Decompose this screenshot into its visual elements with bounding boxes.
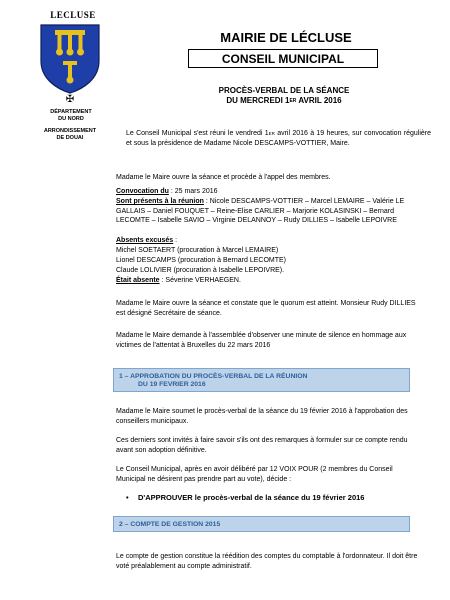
section-heading-1: 1 – APPROBATION DU PROCÈS-VERBAL DE LA RÉUNION DU 19 FEVRIER 2016 bbox=[113, 368, 410, 392]
coat-of-arms-icon bbox=[33, 21, 107, 95]
paragraph-minute-silence: Madame le Maire demande à l'assemblée d'observer une minute de silence en hommage aux victimes de l'attentat à Bruxelles du 22 mars 2016 bbox=[116, 332, 407, 349]
paragraph-gestion: Le compte de gestion constitue la réédition des comptes du comptable à l'ordonnateur. Il doit être voté préalablement au compte administratif. bbox=[116, 553, 418, 570]
paragraph-invites: Ces derniers sont invités à faire savoir s'ils ont des remarques à formuler sur ce compte rendu avant son adoption définitive. bbox=[116, 437, 408, 454]
paragraph-delibere: Le Conseil Municipal, après en avoir délibéré par 12 VOIX POUR (2 membres du Conseil Municipal ne désirent pas prendre part au vote), décide : bbox=[116, 466, 393, 483]
presents-paragraph: Sont présents à la réunion : Nicole DESCAMPS-VOTTIER – Marcel LEMAIRE – Valérie LE GALLAIS – Daniel FOUQUET – Reine-Elise CARLIER – Marjorie KOLASINSKI – Bernard LECOMTE – Isabelle SAVIO – Virginie DELANNOY – Rudy DILLIES – Isabelle LEPOIVRE bbox=[116, 198, 405, 224]
absents-label: Absents excusés : bbox=[116, 237, 178, 244]
departement-label: DÉPARTEMENT DU NORD bbox=[50, 109, 92, 122]
cross-icon: ✠ bbox=[65, 94, 75, 105]
paragraph-soumet: Madame le Maire soumet le procès-verbal de la séance du 19 février 2016 à l'approbation des conseillers municipaux. bbox=[116, 408, 408, 425]
paragraph-quorum: Madame le Maire ouvre la séance et constate que le quorum est atteint. Monsieur Rudy DILLIES est désigné Secrétaire de séance. bbox=[116, 300, 416, 317]
section-heading-2: 2 – COMPTE DE GESTION 2015 bbox=[113, 516, 410, 532]
mairie-title: MAIRIE DE LÉCLUSE bbox=[220, 30, 352, 45]
logo-wordmark: LECLUSE bbox=[50, 10, 96, 20]
intro-paragraph: Le Conseil Municipal s'est réuni le vendredi 1ER avril 2016 à 19 heures, sur convocation régulière et sous la présidence de Madame Nicole DESCAMPS-VOTTIER, Maire. bbox=[126, 130, 431, 147]
absent-item: Claude LOLIVIER (procuration à Isabelle LEPOIVRE). bbox=[116, 267, 285, 274]
bullet-icon: • bbox=[126, 493, 129, 502]
paragraph-open: Madame le Maire ouvre la séance et procède à l'appel des membres. bbox=[116, 174, 331, 181]
conseil-municipal-title: CONSEIL MUNICIPAL bbox=[188, 49, 378, 68]
arrondissement-label: ARRONDISSEMENT DE DOUAI bbox=[43, 128, 97, 141]
etait-absente-line: Était absente : Séverine VERHAEGEN. bbox=[116, 277, 241, 284]
convocation-line: Convocation du : 25 mars 2016 bbox=[116, 188, 218, 195]
decision-bullet: • D'APPROUVER le procès-verbal de la séance du 19 février 2016 bbox=[126, 493, 365, 502]
absent-item: Lionel DESCAMPS (procuration à Bernard LECOMTE) bbox=[116, 257, 287, 264]
pv-title: PROCÈS-VERBAL DE LA SÉANCE DU MERCREDI 1ER AVRIL 2016 bbox=[218, 86, 350, 105]
absent-item: Michel SOETAERT (procuration à Marcel LEMAIRE) bbox=[116, 247, 279, 254]
